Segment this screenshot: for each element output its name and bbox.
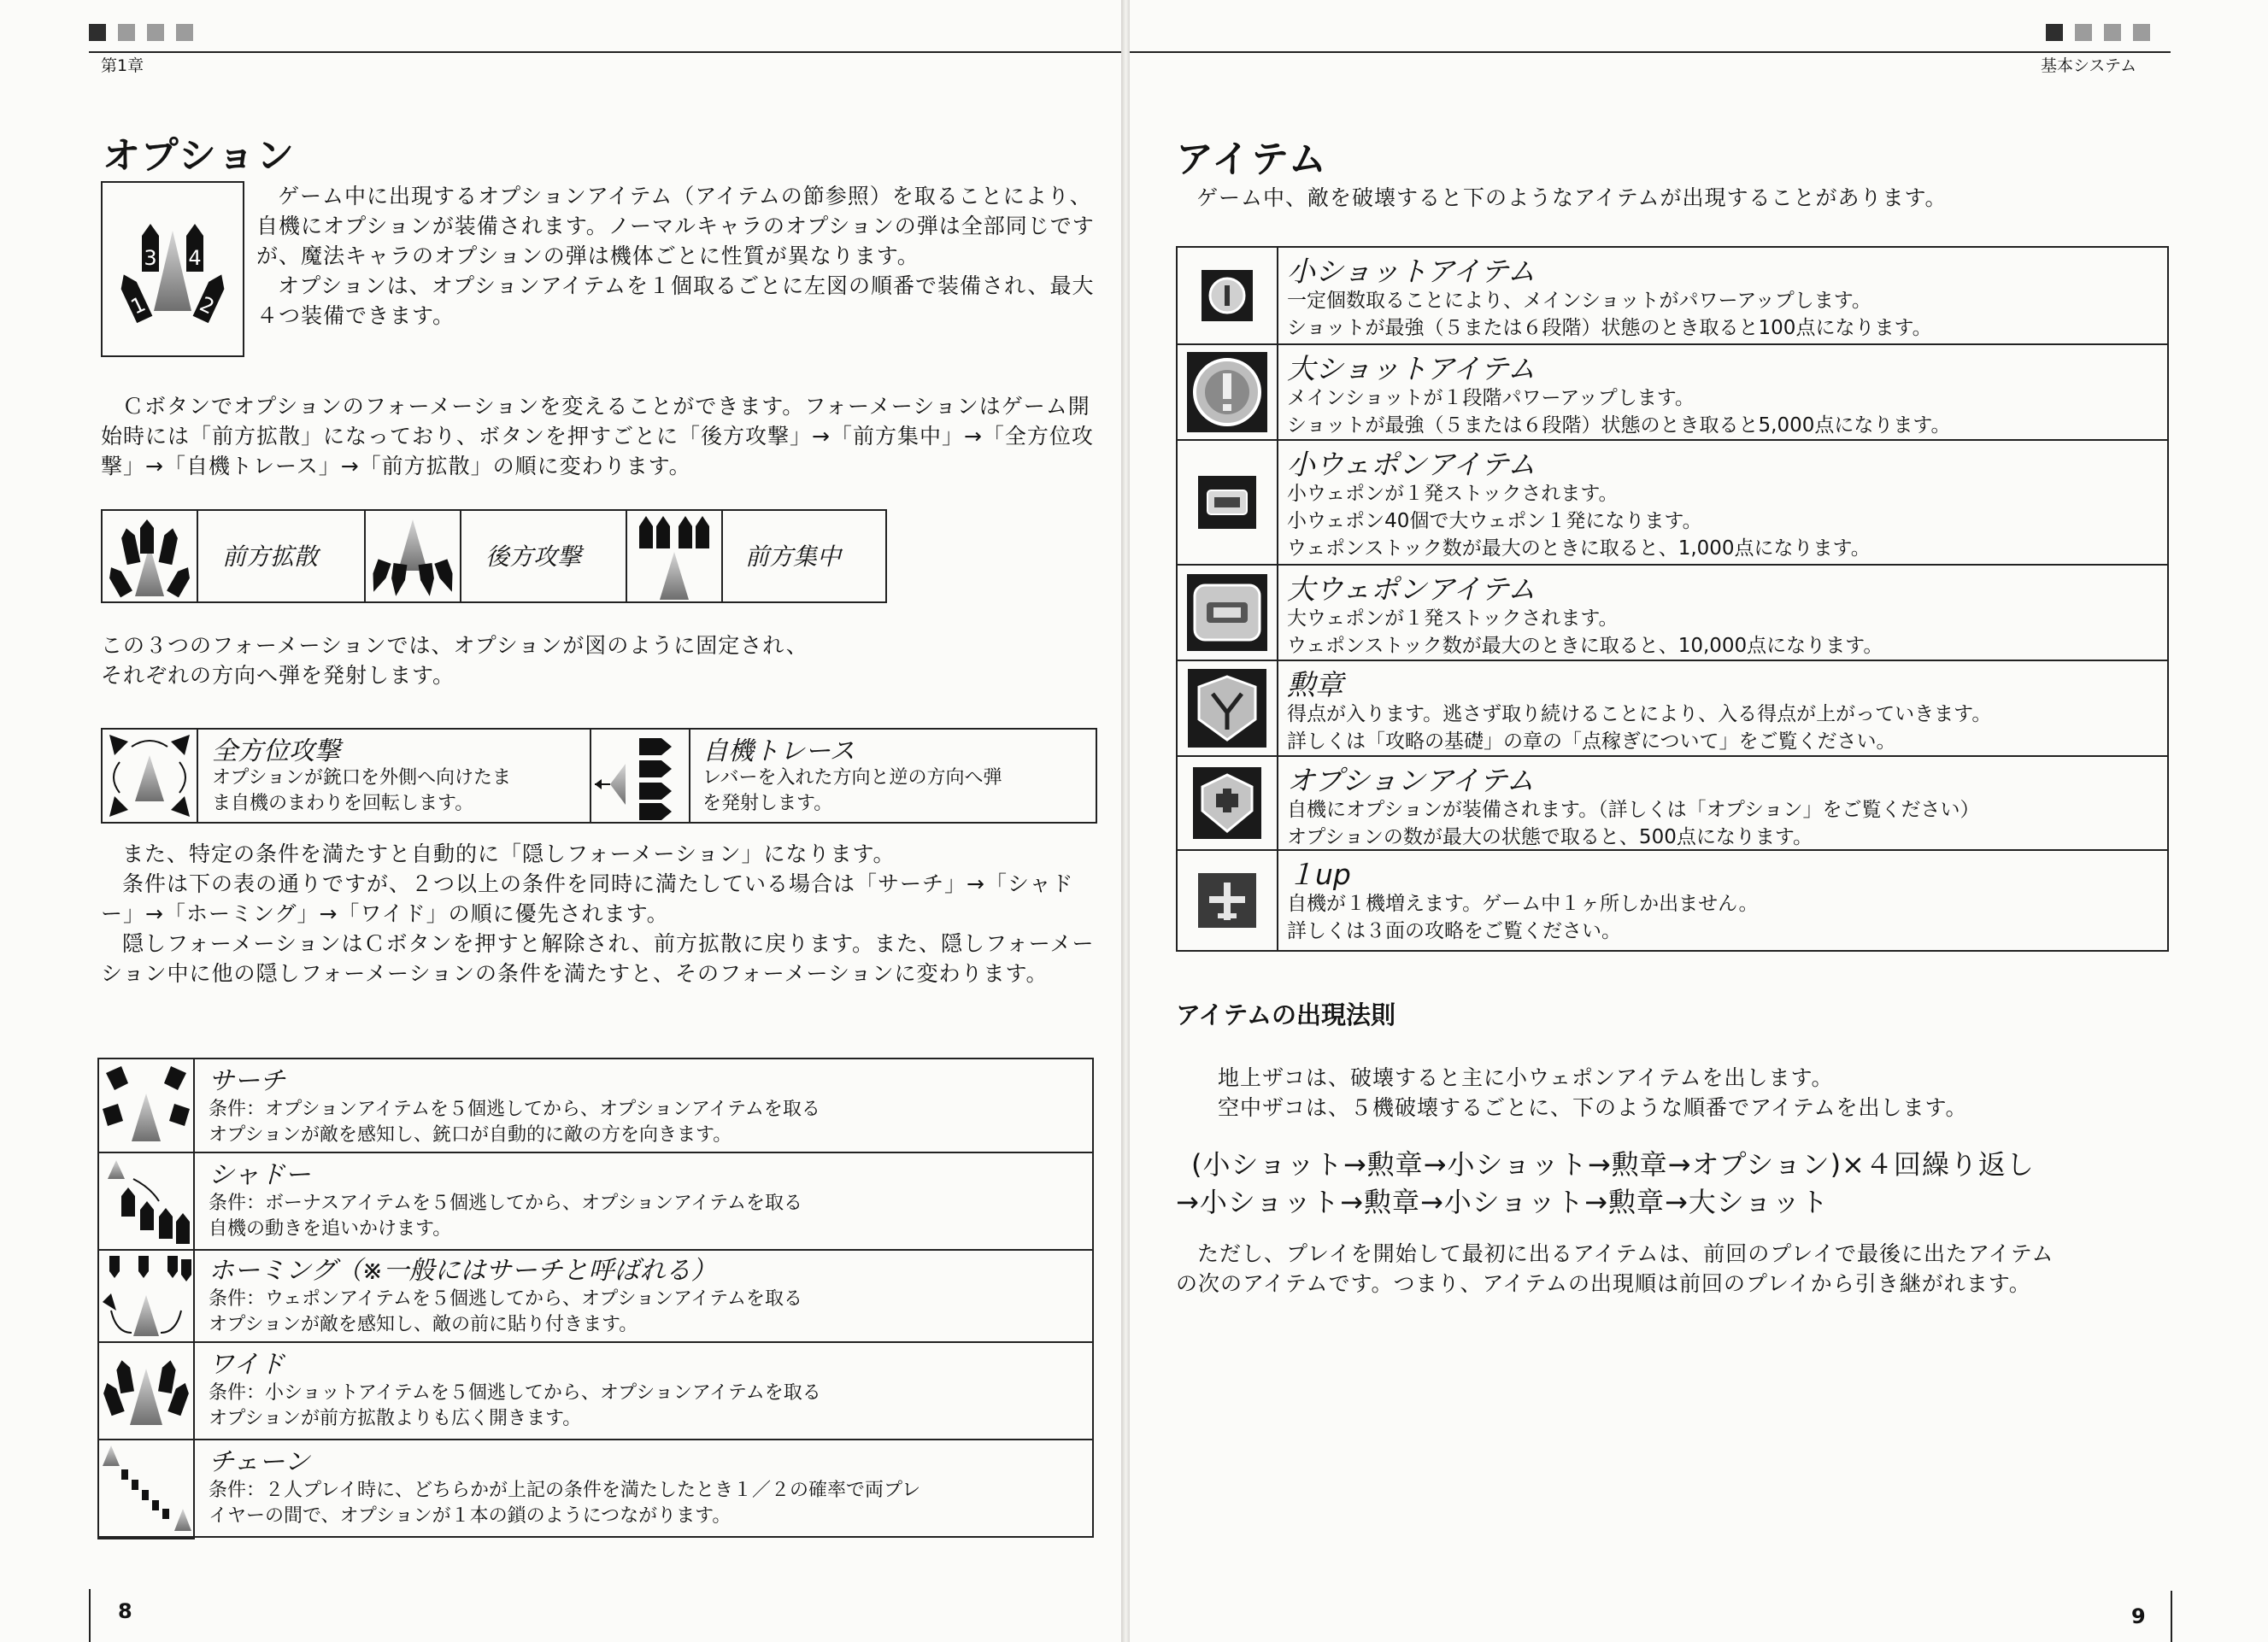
- large-shot-item-icon: [1178, 345, 1278, 439]
- option-4-icon: [186, 224, 203, 272]
- option-intro: ゲーム中に出現するオプションアイテム（アイテムの節参照）を取ることにより、自機にオプションが装備されます。ノーマルキャラのオプションの弾は全部同じですが、魔法キャラのオプションの弾は機体ごとに性質が異なります。 オプションは、オプションアイテムを１個取るごとに左図の順番で装備され、最大４つ装備できます。: [256, 184, 1095, 328]
- items-table: [1176, 246, 2169, 952]
- item-row: [1178, 439, 2167, 564]
- forward-spread-label: 前方拡散: [222, 542, 319, 571]
- option-item-icon: [1178, 757, 1278, 849]
- option-3-icon: [142, 224, 159, 272]
- svg-text:1: 1: [126, 291, 150, 320]
- player-ship-icon: [154, 231, 191, 311]
- shadow-formation-icon: [97, 1152, 195, 1251]
- search-desc: 条件：オプションアイテムを５個逃してから、オプションアイテムを取る オプションが敵を感知し、銃口が自動的に敵の方を向きます。: [209, 1099, 820, 1146]
- one-up-item-icon: [1178, 851, 1278, 950]
- chapter-label: 第1章: [101, 56, 144, 75]
- option-2-icon: [193, 271, 230, 323]
- item-intro: ゲーム中、敵を破壊すると下のようなアイテムが出現することがあります。: [1196, 185, 1948, 210]
- item-row: [1178, 564, 2167, 660]
- homing-formation-icon: [97, 1249, 195, 1343]
- rear-attack-formation-icon: [364, 509, 461, 603]
- item-description: 自機が１機増えます。ゲーム中１ヶ所しか出ません。 詳しくは３面の攻略をご覧ください。: [1287, 893, 1759, 942]
- search-formation-icon: [97, 1058, 195, 1153]
- page-number: 8: [118, 1599, 132, 1623]
- svg-text:2: 2: [196, 291, 219, 320]
- small-weapon-item-icon: [1178, 441, 1278, 564]
- header-rule: [1130, 51, 2171, 53]
- homing-desc: 条件：ウェポンアイテムを５個逃してから、オプションアイテムを取る オプションが敵を感知し、敵の前に貼り付きます。: [209, 1288, 802, 1335]
- forward-focus-label: 前方集中: [745, 542, 842, 571]
- rear-attack-label: 後方攻撃: [485, 542, 582, 571]
- homing-title: ホーミング（※一般にはサーチと呼ばれる）: [209, 1256, 717, 1286]
- appearance-rule-title: アイテムの出現法則: [1176, 1000, 1395, 1029]
- item-name: 勲章: [1287, 668, 1343, 701]
- svg-text:3: 3: [144, 246, 157, 270]
- header-squares: [89, 24, 193, 41]
- wide-desc: 条件：小ショットアイテムを５個逃してから、オプションアイテムを取る オプションが前方拡散よりも広く開きます。: [209, 1382, 821, 1429]
- trace-desc: レバーを入れた方向と逆の方向へ弾 を発射します。: [702, 767, 1002, 814]
- omni-attack-desc: オプションが銃口を外側へ向けたま ま自機のまわりを回転します。: [212, 767, 512, 814]
- trace-title: 自機トレース: [702, 736, 855, 766]
- item-title: アイテム: [1176, 138, 1328, 181]
- item-sequence-line-2: →小ショット→勲章→小ショット→勲章→大ショット: [1176, 1186, 1830, 1218]
- header-squares: [2046, 24, 2150, 41]
- forward-focus-formation-icon: [626, 509, 723, 603]
- wide-formation-icon: [97, 1341, 195, 1440]
- shadow-desc: 条件：ボーナスアイテムを５個逃してから、オプションアイテムを取る 自機の動きを追いかけます。: [209, 1193, 802, 1240]
- omni-attack-title: 全方位攻撃: [212, 736, 340, 766]
- chain-title: チェーン: [209, 1447, 310, 1477]
- option-title: オプション: [103, 134, 297, 178]
- hidden-formation-intro: また、特定の条件を満たすと自動的に「隠しフォーメーション」になります。 条件は下の表の通りですが、２つ以上の条件を同時に満たしている場合は「サーチ」→「シャドー」→「ホーミング」→「ワイド」の順に優先されます。 隠しフォーメーションはＣボタンを押すと解除され、前方拡散に戻ります。また、隠しフォーメーション中に他の隠しフォーメーションの条件を満たすと、そのフォーメーションに変わります。: [101, 842, 1095, 986]
- item-row: [1178, 849, 2167, 950]
- shadow-title: シャドー: [209, 1160, 311, 1190]
- item-name: 大ウェポンアイテム: [1287, 572, 1536, 606]
- item-description: 一定個数取ることにより、メインショットがパワーアップします。 ショットが最強（５または６段階）状態のとき取ると100点になります。: [1287, 290, 1932, 339]
- closing-text: ただし、プレイを開始して最初に出るアイテムは、前回のプレイで最後に出たアイテム の次のアイテムです。つまり、アイテムの出現順は前回のプレイから引き継がれます。: [1176, 1241, 2054, 1296]
- section-label: 基本システム: [2041, 56, 2137, 75]
- item-row: [1178, 343, 2167, 439]
- wide-title: ワイド: [209, 1350, 285, 1380]
- item-name: 小ショットアイテム: [1287, 255, 1536, 288]
- trace-formation-icon: [590, 728, 690, 824]
- item-name: １up: [1287, 858, 1351, 891]
- omni-attack-formation-icon: [101, 728, 198, 824]
- svg-text:4: 4: [188, 246, 202, 270]
- header-rule: [89, 51, 1123, 53]
- large-weapon-item-icon: [1178, 566, 1278, 660]
- right-page: [1130, 0, 2268, 1642]
- moving-formations-table: [101, 728, 1097, 824]
- item-name: 小ウェポンアイテム: [1287, 448, 1536, 481]
- item-name: オプションアイテム: [1287, 764, 1535, 797]
- formation-intro: Ｃボタンでオプションのフォーメーションを変えることができます。フォーメーションはゲーム開始時には「前方拡散」になっており、ボタンを押すごとに「後方攻撃」→「前方集中」→「全方位攻撃」→「自機トレース」→「前方拡散」の順に変わります。: [101, 394, 1094, 478]
- item-description: メインショットが１段階パワーアップします。 ショットが最強（５または６段階）状態のとき取ると5,000点になります。: [1287, 387, 1951, 437]
- appearance-text: 地上ザコは、破壊すると主に小ウェポンアイテムを出します。 空中ザコは、５機破壊するごとに、下のような順番でアイテムを出します。: [1218, 1065, 1968, 1120]
- left-page: [0, 0, 1123, 1642]
- search-title: サーチ: [209, 1066, 285, 1096]
- option-1-icon: [116, 271, 153, 323]
- item-description: 大ウェポンが１発ストックされます。 ウェポンストック数が最大のときに取ると、10,000点になります。: [1287, 607, 1883, 657]
- formation-note: この３つのフォーメーションでは、オプションが図のように固定され、 それぞれの方向へ弾を発射します。: [101, 633, 808, 688]
- chain-formation-icon: [97, 1439, 195, 1539]
- item-description: 得点が入ります。逃さず取り続けることにより、入る得点が上がっていきます。 詳しくは「攻略の基礎」の章の「点稼ぎについて」をご覧ください。: [1287, 703, 1992, 753]
- option-order-icon: [101, 181, 244, 357]
- medal-item-icon: [1178, 661, 1278, 755]
- forward-spread-formation-icon: [101, 509, 198, 603]
- item-description: 自機にオプションが装備されます。（詳しくは「オプション」をご覧ください） オプションの数が最大の状態で取ると、500点になります。: [1287, 799, 1980, 848]
- chain-desc: 条件：２人プレイ時に、どちらかが上記の条件を満たしたとき１／２の確率で両プレ イヤーの間で、オプションが１本の鎖のようにつながります。: [209, 1480, 921, 1527]
- item-name: 大ショットアイテム: [1287, 352, 1536, 385]
- item-row: [1178, 755, 2167, 849]
- item-description: 小ウェポンが１発ストックされます。 小ウェポン40個で大ウェポン１発になります。 ウェポンストック数が最大のときに取ると、1,000点になります。: [1287, 483, 1871, 560]
- item-row: [1178, 248, 2167, 343]
- hidden-formations-table: [97, 1058, 1094, 1538]
- small-shot-item-icon: [1178, 248, 1278, 343]
- item-sequence-line-1: (小ショット→勲章→小ショット→勲章→オプション)×４回繰り返し: [1191, 1148, 2035, 1181]
- item-row: [1178, 660, 2167, 755]
- page-number: 9: [2131, 1604, 2146, 1628]
- fixed-formations-table: [101, 509, 887, 603]
